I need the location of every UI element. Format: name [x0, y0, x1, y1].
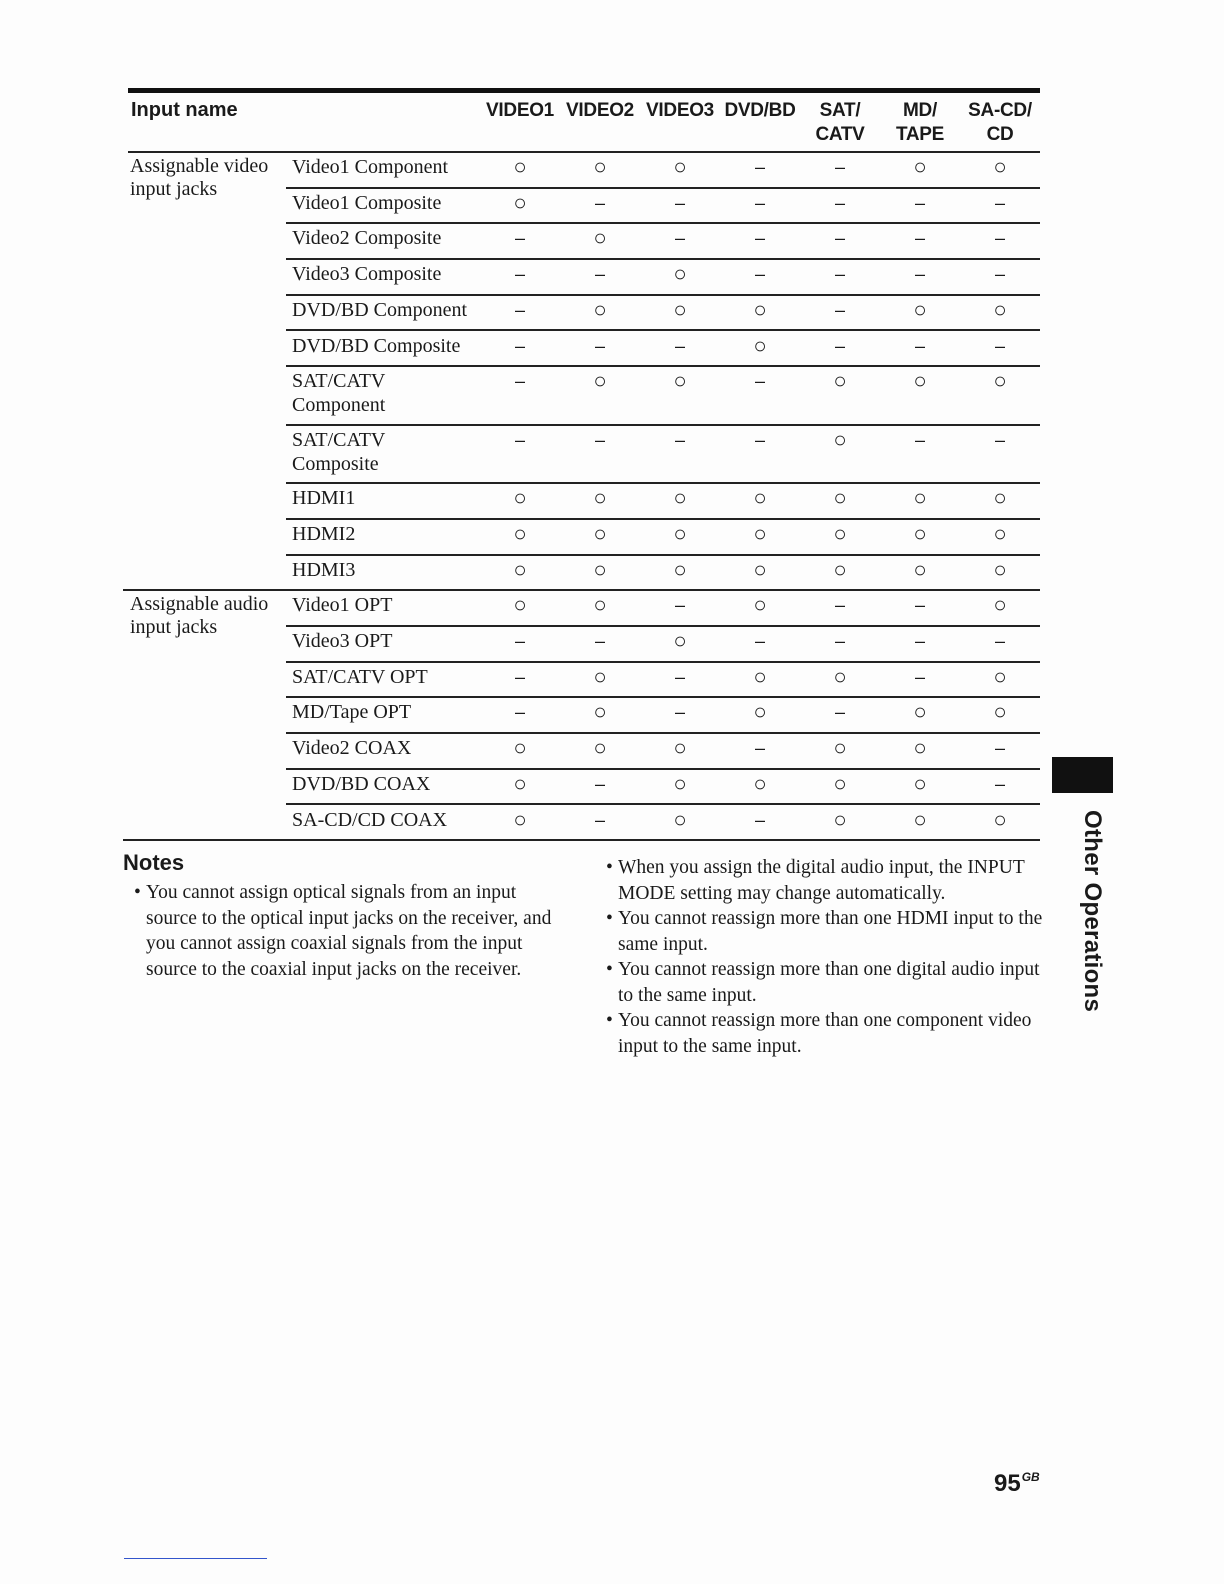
cell-supported-mark: ○ — [833, 485, 847, 511]
cell-unsupported-mark: – — [834, 595, 845, 616]
cell-supported-mark: ○ — [833, 735, 847, 761]
section-tab-label: Other Operations — [1079, 810, 1106, 1013]
page-number — [994, 1470, 1040, 1498]
table-row — [286, 556, 1040, 592]
row-label-line: Composite — [292, 452, 379, 475]
table-row — [286, 663, 1040, 699]
group-divider — [123, 839, 1040, 841]
cell-unsupported-mark: – — [514, 429, 525, 450]
row-label-line: HDMI2 — [292, 522, 356, 545]
cell-supported-mark: ○ — [993, 485, 1007, 511]
cell-unsupported-mark: – — [914, 429, 925, 450]
cell-supported-mark: ○ — [913, 296, 927, 322]
column-header-line1: VIDEO1 — [486, 100, 554, 121]
row-label-line: Video3 Composite — [292, 263, 442, 286]
cell-supported-mark: ○ — [673, 806, 687, 832]
row-label-line: Video1 OPT — [292, 594, 393, 617]
row-label-line: Video2 Composite — [292, 227, 442, 250]
cell-supported-mark: ○ — [593, 154, 607, 179]
column-header — [720, 99, 800, 123]
cell-supported-mark: ○ — [673, 296, 687, 322]
cell-supported-mark: ○ — [593, 592, 607, 618]
cell-unsupported-mark: – — [514, 299, 525, 320]
footer-rule — [124, 1558, 267, 1559]
table-row — [286, 591, 1040, 627]
cell-supported-mark: ○ — [673, 520, 687, 546]
row-label-line: Component — [292, 394, 386, 417]
cell-unsupported-mark: – — [514, 228, 525, 249]
cell-supported-mark: ○ — [673, 628, 687, 653]
cell-unsupported-mark: – — [674, 228, 685, 249]
row-group-label — [130, 155, 290, 201]
cell-unsupported-mark: – — [994, 264, 1005, 285]
note-item: • When you assign the digital audio input, the INPUT MODE setting may change automatically. — [606, 855, 1046, 906]
cell-supported-mark: ○ — [753, 592, 767, 618]
column-header — [880, 99, 960, 147]
cell-supported-mark: ○ — [513, 189, 527, 215]
cell-supported-mark: ○ — [753, 485, 767, 511]
cell-unsupported-mark: – — [674, 335, 685, 356]
cell-supported-mark: ○ — [753, 332, 767, 358]
cell-unsupported-mark: – — [674, 595, 685, 616]
row-label — [292, 262, 492, 286]
cell-unsupported-mark: – — [754, 371, 765, 392]
row-label — [292, 736, 492, 760]
note-item: • You cannot reassign more than one HDMI input to the same input. — [606, 906, 1046, 957]
row-label — [292, 369, 492, 417]
cell-supported-mark: ○ — [513, 520, 527, 546]
page-number-suffix: GB — [1021, 1470, 1040, 1484]
column-header-line1: DVD/BD — [724, 100, 796, 121]
cell-unsupported-mark: – — [594, 192, 605, 213]
column-header-line2: TAPE — [895, 124, 945, 145]
cell-supported-mark: ○ — [673, 556, 687, 582]
row-label — [292, 155, 492, 179]
cell-unsupported-mark: – — [914, 595, 925, 616]
cell-supported-mark: ○ — [753, 770, 767, 796]
cell-supported-mark: ○ — [993, 699, 1007, 725]
cell-unsupported-mark: – — [754, 631, 765, 651]
note-item: • You cannot assign optical signals from an input source to the optical input jacks on the receiver, and you cannot assign coaxial signals from the input source to the coaxial input jacks on the receiver. — [134, 880, 564, 982]
cell-unsupported-mark: – — [674, 192, 685, 213]
table-row — [286, 260, 1040, 296]
row-label — [292, 226, 492, 250]
row-label — [292, 334, 492, 358]
cell-unsupported-mark: – — [834, 264, 845, 285]
row-label — [292, 191, 492, 215]
cell-supported-mark: ○ — [913, 520, 927, 546]
cell-supported-mark: ○ — [673, 770, 687, 796]
row-label — [292, 558, 492, 582]
row-label — [292, 593, 492, 617]
page-number-value: 95 — [994, 1470, 1021, 1497]
cell-supported-mark: ○ — [833, 806, 847, 832]
cell-unsupported-mark: – — [514, 335, 525, 356]
column-header-line1: MD/ — [903, 100, 937, 121]
cell-unsupported-mark: – — [594, 631, 605, 651]
table-row — [286, 426, 1040, 485]
note-item: • You cannot reassign more than one digital audio input to the same input. — [606, 957, 1046, 1008]
cell-supported-mark: ○ — [913, 699, 927, 725]
cell-unsupported-mark: – — [594, 264, 605, 285]
table-row — [286, 698, 1040, 734]
cell-supported-mark: ○ — [913, 735, 927, 761]
cell-supported-mark: ○ — [913, 368, 927, 394]
cell-supported-mark: ○ — [673, 368, 687, 394]
cell-supported-mark: ○ — [513, 556, 527, 582]
cell-supported-mark: ○ — [673, 154, 687, 179]
row-label — [292, 428, 492, 476]
section-tab-marker — [1052, 757, 1113, 793]
cell-unsupported-mark: – — [514, 264, 525, 285]
cell-unsupported-mark: – — [514, 631, 525, 651]
cell-unsupported-mark: – — [834, 702, 845, 723]
cell-unsupported-mark: – — [914, 666, 925, 687]
row-label — [292, 700, 492, 724]
cell-supported-mark: ○ — [593, 225, 607, 251]
input-name-header: Input name — [131, 99, 238, 121]
column-header-line1: SA-CD/ — [968, 100, 1032, 121]
cell-supported-mark: ○ — [913, 485, 927, 511]
cell-unsupported-mark: – — [674, 429, 685, 450]
row-group-label-line: input jacks — [130, 616, 218, 639]
cell-unsupported-mark: – — [514, 371, 525, 392]
cell-supported-mark: ○ — [673, 735, 687, 761]
column-header-line1: SAT/ — [819, 100, 861, 121]
cell-unsupported-mark: – — [674, 666, 685, 687]
cell-supported-mark: ○ — [513, 806, 527, 832]
row-label-line: DVD/BD COAX — [292, 772, 431, 795]
cell-unsupported-mark: – — [834, 228, 845, 249]
column-header-line1: VIDEO2 — [566, 100, 634, 121]
row-label-line: MD/Tape OPT — [292, 701, 412, 724]
table-row — [286, 367, 1040, 426]
cell-supported-mark: ○ — [593, 735, 607, 761]
row-label-line: SAT/CATV — [292, 370, 386, 393]
row-label-line: Video2 COAX — [292, 737, 412, 760]
row-label — [292, 808, 492, 832]
column-header-line2: CATV — [815, 124, 865, 145]
cell-supported-mark: ○ — [913, 154, 927, 179]
notes-right-column — [606, 855, 1046, 1059]
cell-supported-mark: ○ — [753, 556, 767, 582]
cell-supported-mark: ○ — [993, 556, 1007, 582]
cell-unsupported-mark: – — [914, 228, 925, 249]
notes-left-column — [134, 880, 564, 982]
cell-unsupported-mark: – — [594, 429, 605, 450]
cell-supported-mark: ○ — [833, 663, 847, 689]
table-row — [286, 296, 1040, 332]
table-row — [286, 189, 1040, 225]
cell-unsupported-mark: – — [754, 738, 765, 759]
column-header — [960, 99, 1040, 147]
cell-unsupported-mark: – — [514, 702, 525, 723]
cell-unsupported-mark: – — [994, 773, 1005, 794]
table-row — [286, 520, 1040, 556]
cell-supported-mark: ○ — [993, 296, 1007, 322]
column-header — [560, 99, 640, 123]
row-group-label — [130, 593, 290, 639]
row-group-label-line: input jacks — [130, 178, 218, 200]
cell-supported-mark: ○ — [913, 806, 927, 832]
row-label-line: Video3 OPT — [292, 630, 393, 652]
row-label-line: DVD/BD Component — [292, 298, 467, 321]
cell-supported-mark: ○ — [513, 154, 527, 179]
cell-unsupported-mark: – — [754, 192, 765, 213]
cell-unsupported-mark: – — [994, 738, 1005, 759]
cell-supported-mark: ○ — [513, 735, 527, 761]
column-header — [640, 99, 720, 123]
cell-unsupported-mark: – — [754, 264, 765, 285]
cell-supported-mark: ○ — [833, 556, 847, 582]
cell-unsupported-mark: – — [914, 335, 925, 356]
row-label — [292, 772, 492, 796]
cell-unsupported-mark: – — [754, 429, 765, 450]
column-header — [480, 99, 560, 123]
cell-unsupported-mark: – — [914, 264, 925, 285]
cell-unsupported-mark: – — [754, 228, 765, 249]
cell-supported-mark: ○ — [753, 699, 767, 725]
row-label-line: SAT/CATV OPT — [292, 665, 428, 688]
cell-unsupported-mark: – — [994, 335, 1005, 356]
cell-supported-mark: ○ — [593, 556, 607, 582]
table-row — [286, 734, 1040, 770]
cell-supported-mark: ○ — [833, 368, 847, 394]
row-label — [292, 522, 492, 546]
cell-unsupported-mark: – — [994, 192, 1005, 213]
cell-unsupported-mark: – — [914, 631, 925, 651]
cell-unsupported-mark: – — [834, 631, 845, 651]
cell-unsupported-mark: – — [594, 335, 605, 356]
row-label-line: Video1 Component — [292, 156, 449, 178]
cell-unsupported-mark: – — [994, 228, 1005, 249]
notes-title: Notes — [123, 850, 185, 875]
cell-supported-mark: ○ — [993, 663, 1007, 689]
cell-supported-mark: ○ — [513, 485, 527, 511]
column-header — [800, 99, 880, 147]
cell-supported-mark: ○ — [593, 296, 607, 322]
row-label-line: HDMI1 — [292, 487, 356, 510]
row-label-line: DVD/BD Composite — [292, 334, 461, 357]
row-label — [292, 298, 492, 322]
cell-unsupported-mark: – — [754, 809, 765, 830]
table-row — [286, 332, 1040, 368]
row-label — [292, 665, 492, 689]
cell-supported-mark: ○ — [593, 663, 607, 689]
cell-supported-mark: ○ — [913, 770, 927, 796]
row-group-label-line: Assignable video — [130, 155, 269, 177]
table-row — [286, 224, 1040, 260]
cell-supported-mark: ○ — [833, 426, 847, 452]
cell-supported-mark: ○ — [673, 485, 687, 511]
cell-unsupported-mark: – — [594, 809, 605, 830]
table-header — [123, 93, 1040, 151]
cell-supported-mark: ○ — [593, 485, 607, 511]
row-label-line: HDMI3 — [292, 558, 356, 581]
cell-unsupported-mark: – — [834, 192, 845, 213]
cell-supported-mark: ○ — [993, 368, 1007, 394]
row-label-line: Video1 Composite — [292, 191, 442, 214]
table-row — [286, 627, 1040, 663]
column-header-line1: VIDEO3 — [646, 100, 714, 121]
row-group-label-line: Assignable audio — [130, 593, 269, 616]
cell-supported-mark: ○ — [993, 520, 1007, 546]
cell-supported-mark: ○ — [673, 261, 687, 287]
cell-unsupported-mark: – — [834, 299, 845, 320]
table-row — [286, 484, 1040, 520]
row-label-line: SA-CD/CD COAX — [292, 808, 448, 831]
row-label — [292, 486, 492, 510]
cell-unsupported-mark: – — [834, 335, 845, 356]
table-row — [286, 806, 1040, 842]
cell-unsupported-mark: – — [994, 429, 1005, 450]
cell-unsupported-mark: – — [994, 631, 1005, 651]
cell-supported-mark: ○ — [593, 520, 607, 546]
row-label-line: SAT/CATV — [292, 428, 386, 451]
cell-supported-mark: ○ — [993, 806, 1007, 832]
cell-supported-mark: ○ — [753, 520, 767, 546]
cell-supported-mark: ○ — [753, 663, 767, 689]
note-item: • You cannot reassign more than one component video input to the same input. — [606, 1008, 1046, 1059]
column-header-line2: CD — [986, 124, 1014, 145]
cell-supported-mark: ○ — [993, 592, 1007, 618]
cell-supported-mark: ○ — [753, 296, 767, 322]
cell-unsupported-mark: – — [514, 666, 525, 687]
cell-supported-mark: ○ — [833, 770, 847, 796]
cell-supported-mark: ○ — [513, 592, 527, 618]
cell-unsupported-mark: – — [914, 192, 925, 213]
cell-supported-mark: ○ — [993, 154, 1007, 179]
cell-supported-mark: ○ — [593, 368, 607, 394]
cell-unsupported-mark: – — [594, 773, 605, 794]
cell-supported-mark: ○ — [593, 699, 607, 725]
table-row — [286, 153, 1040, 189]
cell-unsupported-mark: – — [754, 157, 765, 177]
cell-unsupported-mark: – — [674, 702, 685, 723]
cell-supported-mark: ○ — [833, 520, 847, 546]
table-row — [286, 770, 1040, 806]
cell-supported-mark: ○ — [513, 770, 527, 796]
cell-unsupported-mark: – — [834, 157, 845, 177]
cell-supported-mark: ○ — [913, 556, 927, 582]
row-label — [292, 629, 492, 653]
